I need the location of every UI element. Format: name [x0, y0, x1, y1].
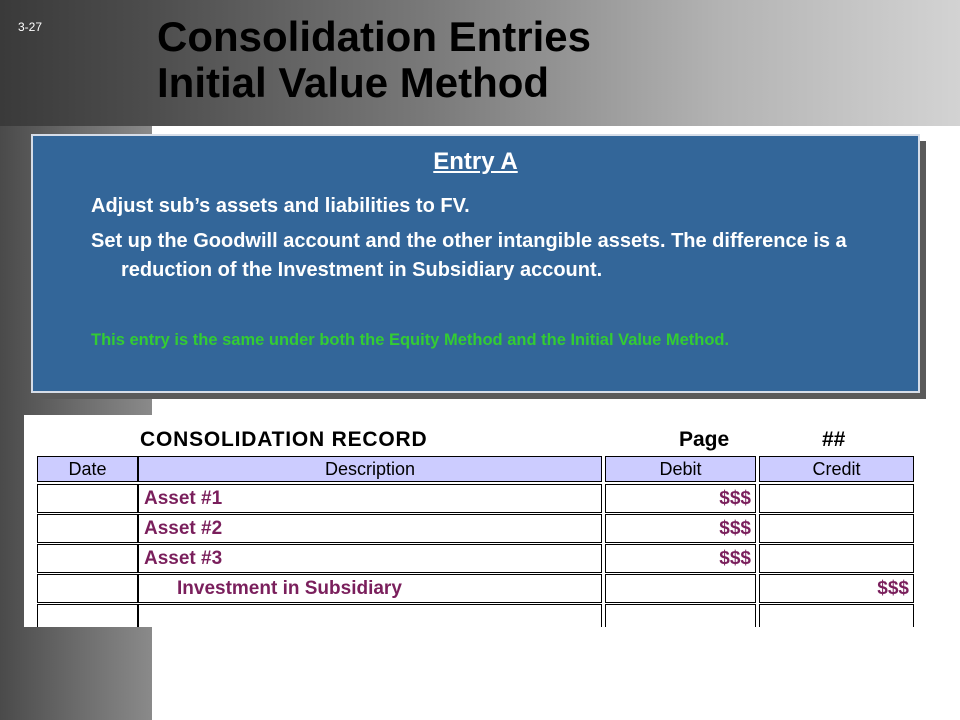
entry-note: This entry is the same under both the Equity Method and the Initial Value Method.	[91, 331, 730, 349]
column-header-date: Date	[37, 456, 138, 482]
table-row-5-credit	[759, 604, 914, 627]
table-row-5-description	[138, 604, 602, 627]
column-header-credit: Credit	[759, 456, 914, 482]
table-row-2-credit	[759, 514, 914, 543]
table-row-1-credit	[759, 484, 914, 513]
entry-heading: Entry A	[433, 148, 518, 175]
record-title: CONSOLIDATION RECORD	[140, 428, 428, 451]
table-row-1-date	[37, 484, 138, 513]
title-line-2: Initial Value Method	[157, 59, 550, 106]
entry-point-2: Set up the Goodwill account and the other intangible assets. The difference is a reduction of the Investment in Subsidiary account.	[91, 230, 847, 281]
column-header-description: Description	[138, 456, 602, 482]
table-row-4-description: Investment in Subsidiary	[138, 574, 602, 603]
record-page-label: Page	[679, 428, 730, 451]
table-row-1-debit: $$$	[605, 484, 756, 513]
table-row-1-description: Asset #1	[138, 484, 602, 513]
record-page-value: ##	[822, 428, 846, 451]
table-row-3-credit	[759, 544, 914, 573]
title-line-1: Consolidation Entries	[157, 13, 592, 60]
table-row-2-debit: $$$	[605, 514, 756, 543]
table-row-3-date	[37, 544, 138, 573]
table-row-2-date	[37, 514, 138, 543]
column-header-debit: Debit	[605, 456, 756, 482]
table-row-4-credit: $$$	[759, 574, 914, 603]
table-row-3-description: Asset #3	[138, 544, 602, 573]
entry-point-1: Adjust sub’s assets and liabilities to FV.	[91, 195, 470, 217]
table-row-2-description: Asset #2	[138, 514, 602, 543]
table-row-4-debit	[605, 574, 756, 603]
table-row-4-date	[37, 574, 138, 603]
table-row-5-date	[37, 604, 138, 627]
entry-box	[31, 134, 920, 393]
table-row-5-debit	[605, 604, 756, 627]
slide-number: 3-27	[18, 20, 43, 34]
table-row-3-debit: $$$	[605, 544, 756, 573]
slide-title	[157, 14, 591, 106]
